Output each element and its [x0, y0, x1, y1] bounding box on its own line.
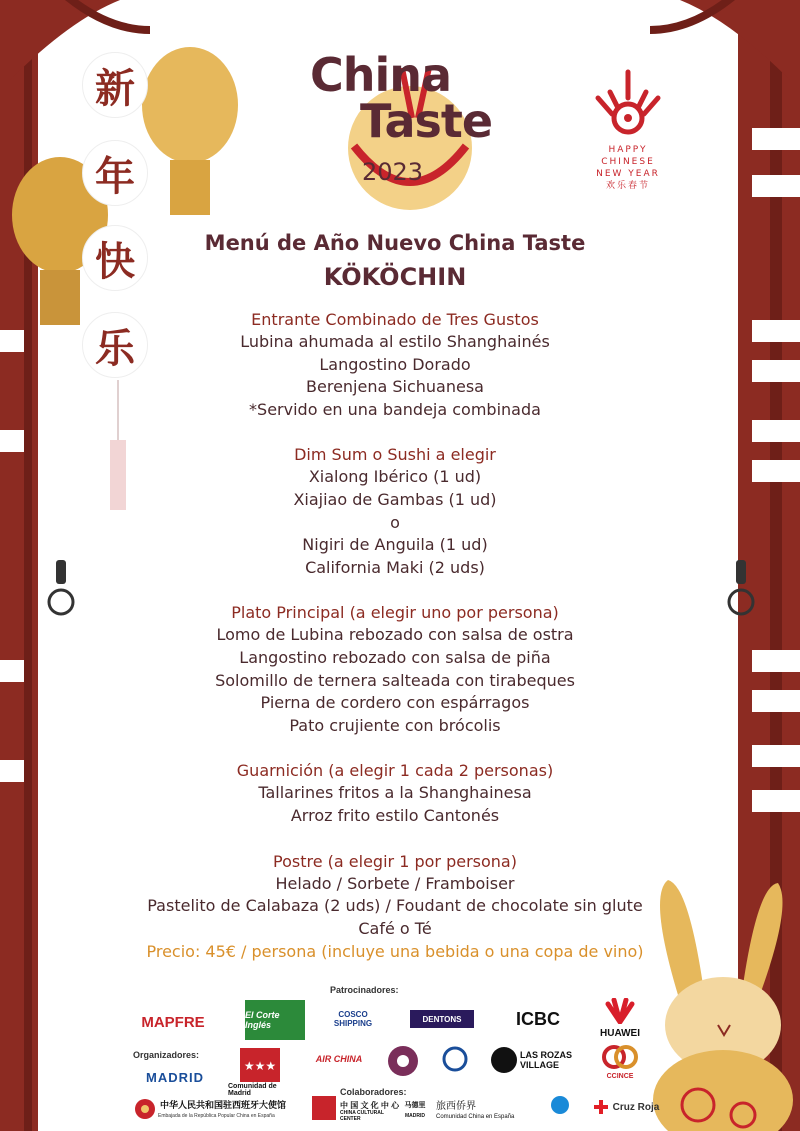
- cultural-center-madrid-cn: 马德里: [404, 1102, 426, 1109]
- section-title: Plato Principal (a elegir uno por persona): [231, 603, 559, 623]
- menu-section-dessert: [100, 850, 690, 941]
- las-rozas-icon: [490, 1046, 518, 1074]
- menu-item: Langostino rebozado con salsa de piña: [239, 647, 551, 667]
- menu-content: [100, 228, 690, 964]
- sponsor-logo: MAPFRE: [141, 1013, 205, 1031]
- sponsor-logo: CCINCE: [606, 1072, 634, 1080]
- red-cross-name: Cruz Roja: [612, 1101, 660, 1113]
- sponsor-logo: El Corte Inglés: [245, 1000, 305, 1040]
- menu-item: Helado / Sorbete / Framboiser: [275, 873, 515, 893]
- rabbit-illustration: [648, 875, 800, 1131]
- community-name-es: Comunidad China en España: [436, 1113, 515, 1120]
- frame-rung: [0, 760, 24, 782]
- frame-rung: [752, 460, 800, 482]
- menu-section-side: [100, 759, 690, 827]
- comunidad-madrid-flag-icon: [240, 1048, 280, 1082]
- svg-text:★★★: ★★★: [243, 1059, 277, 1073]
- frame-rung: [752, 745, 800, 767]
- menu-item: Lubina ahumada al estilo Shanghainés: [240, 332, 550, 351]
- restaurant-name: KÖKÖCHIN: [323, 263, 467, 291]
- menu-item: Pierna de cordero con espárragos: [260, 693, 530, 713]
- sponsor-logo: DENTONS: [410, 1010, 474, 1028]
- frame-rung: [752, 320, 800, 342]
- sponsors-label: Patrocinadores:: [330, 985, 399, 995]
- menu-item: o: [390, 512, 400, 532]
- greeting-line: NEW YEAR: [596, 169, 660, 179]
- collaborators-label: Colaboradores:: [340, 1087, 407, 1097]
- menu-item: Lomo de Lubina rebozado con salsa de ostra: [216, 625, 574, 645]
- menu-item: Pastelito de Calabaza (2 uds) / Foudant de chocolate sin glute: [147, 896, 643, 916]
- frame-rung: [752, 360, 800, 382]
- festival-emblem-icon: [588, 68, 668, 140]
- red-cross-icon: [594, 1100, 608, 1114]
- greeting-line: HAPPY: [608, 145, 648, 155]
- cultural-center-en: CHINA CULTURAL CENTER: [340, 1109, 384, 1122]
- sponsor-logo: AIR CHINA: [315, 1054, 363, 1064]
- organizer-logo: MADRID: [146, 1069, 204, 1085]
- greeting-line: 欢乐春节: [605, 181, 650, 191]
- menu-item: *Servido en una bandeja combinada: [249, 399, 541, 419]
- menu-item: Berenjena Sichuanesa: [306, 377, 484, 397]
- bank-emblem-icon: [442, 1046, 468, 1072]
- ccince-icon: [600, 1044, 640, 1070]
- menu-section-main: [100, 601, 690, 737]
- menu-item: Nigiri de Anguila (1 ud): [302, 535, 488, 555]
- china-taste-logo: [300, 8, 520, 208]
- door-knocker-left: [42, 560, 82, 630]
- menu-title: Menú de Año Nuevo China Taste: [204, 231, 586, 255]
- logo-word-china: China: [310, 48, 452, 102]
- embassy-name-cn: 中华人民共和国驻西班牙大使馆: [160, 1099, 287, 1110]
- sponsor-logo: ICBC: [516, 1008, 560, 1029]
- china-emblem-icon: [134, 1098, 156, 1120]
- greeting-line: CHINESE: [601, 157, 655, 167]
- menu-item: Café o Té: [358, 918, 432, 938]
- menu-item: Langostino Dorado: [319, 354, 471, 374]
- organizer-logo: Comunidad de Madrid: [228, 1083, 277, 1097]
- embassy-name-es: Embajada de la República Popular China en España: [158, 1113, 275, 1119]
- frame-rung: [752, 690, 800, 712]
- lantern-char: 乐: [82, 312, 148, 378]
- organizers-label: Organizadores:: [133, 1050, 200, 1060]
- cultural-center-icon: [310, 1094, 338, 1122]
- lantern-char: 快: [82, 225, 148, 291]
- menu-section-starter: [100, 308, 690, 421]
- menu-item: Tallarines fritos a la Shanghainesa: [258, 783, 532, 803]
- menu-item: California Maki (2 uds): [305, 557, 485, 577]
- frame-rung: [752, 175, 800, 197]
- cultural-center-madrid: MADRID: [405, 1112, 425, 1119]
- sponsor-logo: COSCO SHIPPING: [333, 1010, 373, 1028]
- section-title: Dim Sum o Sushi a elegir: [294, 445, 496, 465]
- frame-rung: [752, 650, 800, 672]
- sponsor-logo: HUAWEI: [600, 1027, 640, 1039]
- lantern-char: 年: [82, 140, 148, 206]
- logo-word-taste: Taste: [360, 94, 493, 148]
- logo-year: 2023: [362, 158, 424, 186]
- menu-item: Pato crujiente con brócolis: [289, 715, 501, 735]
- menu-item: Solomillo de ternera salteada con tirabeques: [215, 670, 575, 690]
- section-title: Guarnición (a elegir 1 cada 2 personas): [236, 761, 554, 781]
- community-name-cn: 旅西侨界: [436, 1100, 476, 1112]
- menu-price: Precio: 45€ / persona (incluye una bebida o una copa de vino): [146, 942, 644, 962]
- lantern-char: 新: [82, 52, 148, 118]
- cultural-center-cn: 中 国 文 化 中 心: [340, 1100, 400, 1110]
- menu-item: Xialong Ibérico (1 ud): [308, 467, 482, 487]
- sponsor-logo: LAS ROZAS VILLAGE: [520, 1050, 573, 1070]
- happy-chinese-new-year-logo: [588, 68, 668, 192]
- section-title: Postre (a elegir 1 por persona): [273, 851, 517, 871]
- frame-rung: [752, 790, 800, 812]
- association-icon: [548, 1094, 572, 1116]
- frame-rung: [752, 420, 800, 442]
- menu-item: Arroz frito estilo Cantonés: [290, 805, 500, 825]
- flower-emblem-icon: [386, 1044, 420, 1078]
- section-title: Entrante Combinado de Tres Gustos: [251, 310, 539, 329]
- menu-section-dimsum: [100, 443, 690, 579]
- frame-rung: [752, 128, 800, 150]
- huawei-icon: [604, 998, 636, 1024]
- door-knocker-right: [722, 560, 762, 630]
- frame-rung: [0, 660, 24, 682]
- menu-item: Xiajiao de Gambas (1 ud): [293, 489, 497, 509]
